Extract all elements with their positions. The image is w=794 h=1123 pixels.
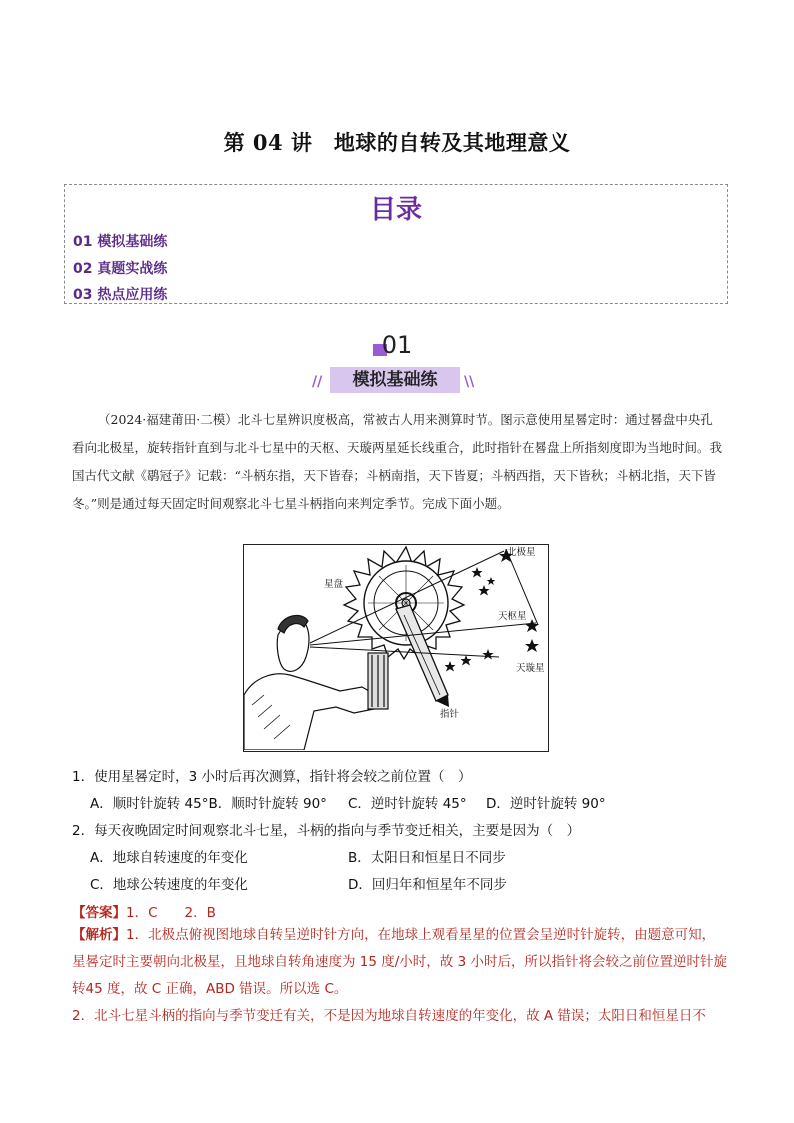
question-2-option-c[interactable]: C．地球公转速度的年变化 (90, 877, 248, 893)
answer-label: 【答案】 (72, 905, 126, 921)
question-1-option-c[interactable]: C．逆时针旋转 45° (348, 796, 467, 812)
section-right-deco: \\ (464, 374, 475, 390)
question-2-stem: 2．每天夜晚固定时间观察北斗七星，斗柄的指向与季节变迁相关，主要是因为（ ） (72, 823, 581, 839)
label-tianshu: 天枢星 (498, 611, 527, 622)
toc-item-3[interactable]: 03 热点应用练 (73, 287, 168, 303)
section-label: 模拟基础练 (330, 367, 460, 393)
analysis-paragraph-1 (72, 922, 728, 1003)
answer-text: 1．C 2．B (126, 905, 216, 921)
label-north-star: 北极星 (507, 547, 536, 558)
analysis-paragraph-2: 2．北斗七星斗柄的指向与季节变迁有关，不是因为地球自转速度的年变化，故 A 错误；太阳日和恒星日不 (72, 1008, 706, 1024)
question-1-option-d[interactable]: D．逆时针旋转 90° (486, 796, 606, 812)
star-dial-illustration (244, 545, 547, 750)
question-1-option-ab[interactable]: A．顺时针旋转 45°B．顺时针旋转 90° (90, 796, 327, 812)
question-1-stem: 1．使用星晷定时，3 小时后再次测算，指针将会较之前位置（ ） (72, 769, 472, 785)
table-of-contents (64, 184, 728, 304)
section-left-deco: // (312, 374, 323, 390)
question-2-option-b[interactable]: B．太阳日和恒星日不同步 (348, 850, 506, 866)
page-title: 第 04 讲 地球的自转及其地理意义 (223, 130, 571, 155)
question-intro: （2024·福建莆田·二模）北斗七星辨识度极高，常被古人用来测算时节。图示意使用星晷定时：通过晷盘中央孔看向北极星，旋转指针直到与北斗七星中的天枢、天璇两星延长线重合，此时指针在晷盘上所指刻度即为当地时间。我国古代文献《鹖冠子》记载：“斗柄东指，天下皆春；斗柄南指，天下皆夏；斗柄西指，天下皆秋；斗柄北指，天下皆冬。”则是通过每天固定时间观察北斗七星斗柄指向来判定季节。完成下面小题。 (72, 412, 723, 511)
toc-item-1[interactable]: 01 模拟基础练 (73, 234, 168, 250)
label-pointer: 指针 (440, 709, 460, 720)
star-dial-figure (243, 544, 549, 752)
section-number: 01 (381, 331, 413, 359)
answer-line (72, 901, 216, 921)
toc-item-2[interactable]: 02 真题实战练 (73, 261, 168, 277)
analysis-label: 【解析】 (72, 927, 126, 943)
star-disk-graphic (344, 547, 464, 659)
toc-heading: 目录 (369, 195, 422, 225)
question-2-option-d[interactable]: D．回归年和恒星年不同步 (348, 877, 507, 893)
label-star-disk: 星盘 (324, 579, 344, 590)
question-2-option-a[interactable]: A．地球自转速度的年变化 (90, 850, 248, 866)
label-tianxuan: 天璇星 (516, 663, 545, 674)
analysis-text-1: 1．北极点俯视图地球自转呈逆时针方向，在地球上观看星星的位置会呈逆时针旋转，由题意可知，星晷定时主要朝向北极星，且地球自转角速度为 15 度/小时，故 3 小时后，所以指针将会较之前位置逆时针旋转45 度，故 C 正确，ABD 错误。所以选 C。 (72, 927, 727, 997)
